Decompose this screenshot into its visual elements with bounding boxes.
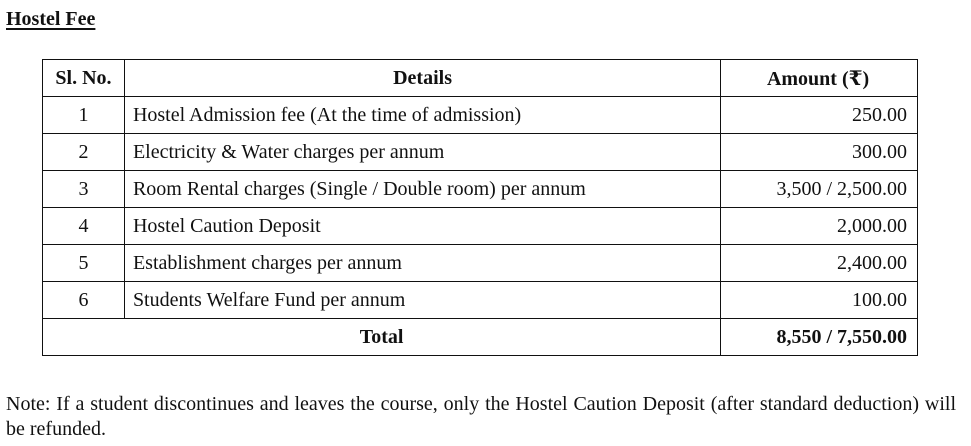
table-row bbox=[43, 97, 918, 134]
row-details: Hostel Admission fee (At the time of admission) bbox=[124, 97, 720, 134]
row-details: Establishment charges per annum bbox=[124, 245, 720, 282]
header-details: Details bbox=[124, 60, 720, 97]
header-sl-no: Sl. No. bbox=[43, 60, 125, 97]
row-amount: 3,500 / 2,500.00 bbox=[721, 171, 918, 208]
row-sl-no: 4 bbox=[43, 208, 125, 245]
row-amount: 300.00 bbox=[721, 134, 918, 171]
table-row bbox=[43, 171, 918, 208]
row-sl-no: 6 bbox=[43, 282, 125, 319]
table-row bbox=[43, 245, 918, 282]
row-amount: 250.00 bbox=[721, 97, 918, 134]
page-title: Hostel Fee bbox=[6, 8, 96, 30]
row-sl-no: 2 bbox=[43, 134, 125, 171]
total-label: Total bbox=[43, 319, 721, 356]
row-sl-no: 5 bbox=[43, 245, 125, 282]
refund-note: Note: If a student discontinues and leaves the course, only the Hostel Caution Deposit (after standard deduction) will be refunded. bbox=[6, 393, 956, 440]
hostel-fee-table bbox=[42, 59, 918, 356]
total-amount: 8,550 / 7,550.00 bbox=[721, 319, 918, 356]
row-amount: 2,000.00 bbox=[721, 208, 918, 245]
row-details: Electricity & Water charges per annum bbox=[124, 134, 720, 171]
table-row bbox=[43, 134, 918, 171]
row-details: Students Welfare Fund per annum bbox=[124, 282, 720, 319]
table-row bbox=[43, 282, 918, 319]
row-sl-no: 3 bbox=[43, 171, 125, 208]
header-amount: Amount (₹) bbox=[721, 60, 918, 97]
row-details: Hostel Caution Deposit bbox=[124, 208, 720, 245]
row-amount: 2,400.00 bbox=[721, 245, 918, 282]
table-header-row bbox=[43, 60, 918, 97]
row-amount: 100.00 bbox=[721, 282, 918, 319]
table-row bbox=[43, 208, 918, 245]
total-row bbox=[43, 319, 918, 356]
row-sl-no: 1 bbox=[43, 97, 125, 134]
row-details: Room Rental charges (Single / Double room) per annum bbox=[124, 171, 720, 208]
